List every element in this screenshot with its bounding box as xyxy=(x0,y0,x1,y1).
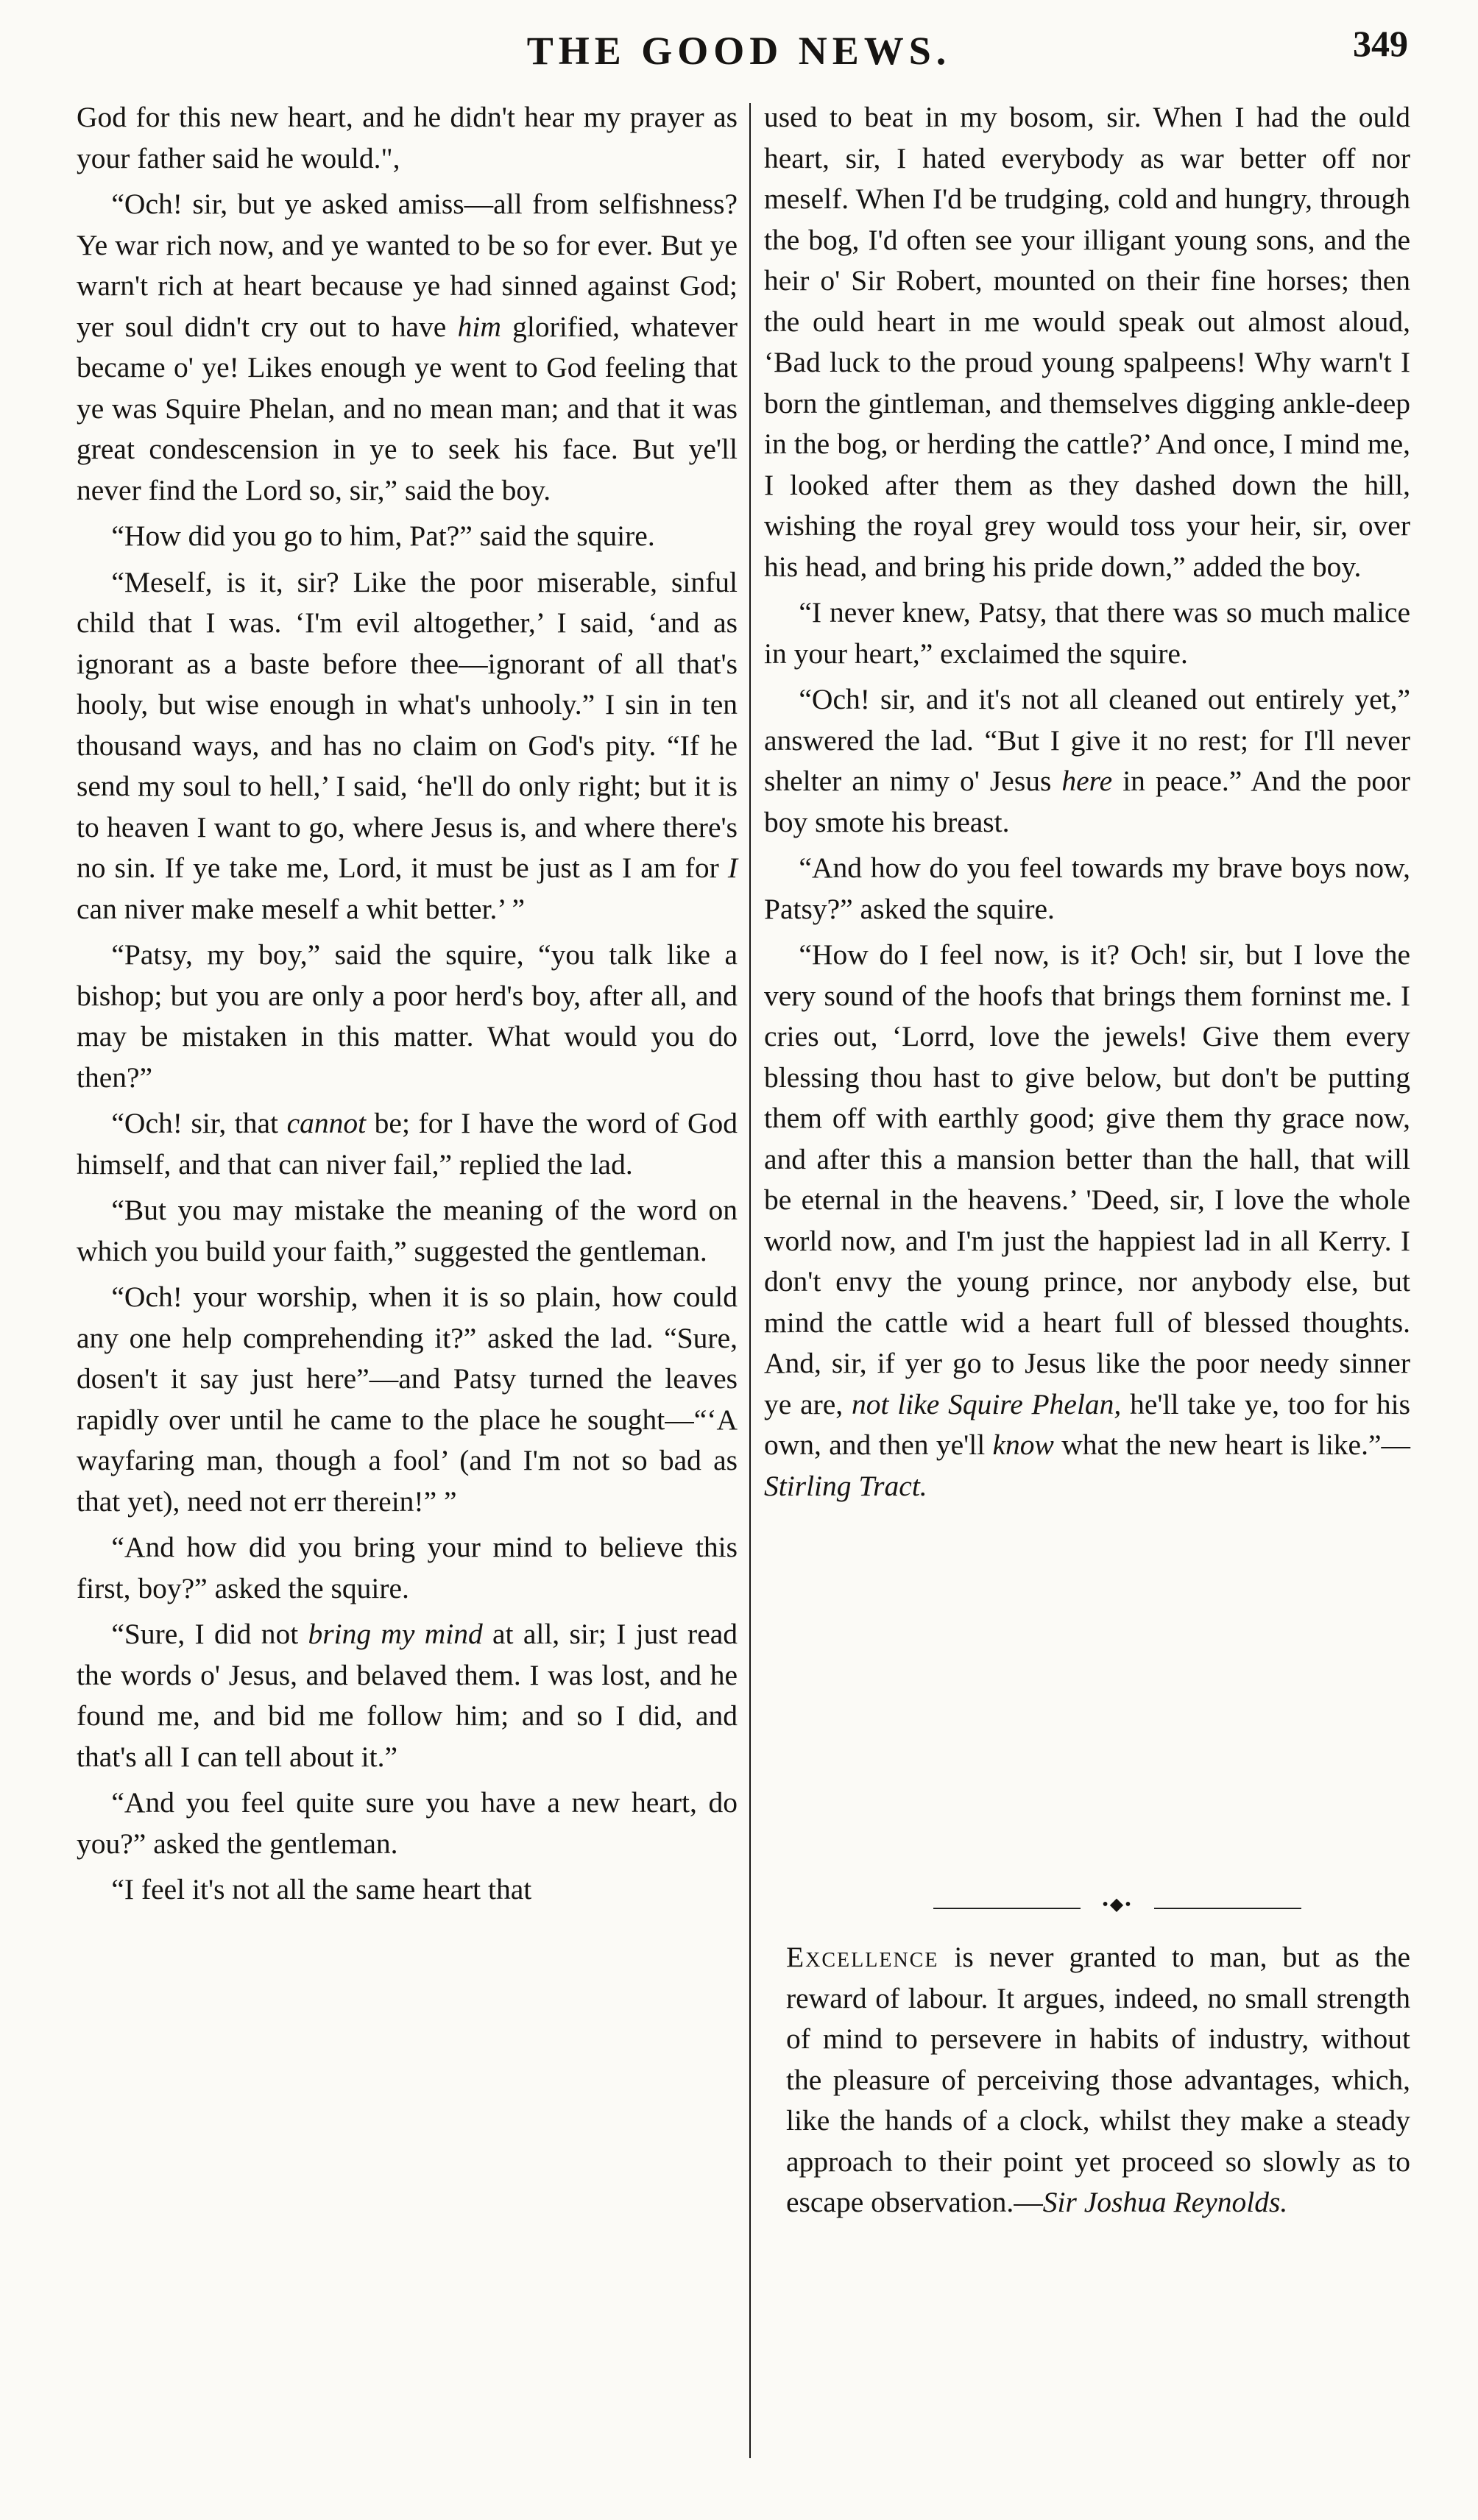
paragraph: “How do I feel now, is it? Och! sir, but I love the very sound of the hoofs that brings them forninst me. I cries out, ‘Lorrd, love the jewels! Give them every blessing thou hast to give below, but don't be putting them off with earthly good; give them thy grace now, and after this a mansion better than the hall, that will be eternal in the heavens.’ 'Deed, sir, I love the whole world now, and I'm just the happiest lad in all Kerry. I don't envy the young prince, nor anybody else, but mind the cattle wid a heart full of blessed thoughts. And, sir, if yer go to Jesus like the poor needy sinner ye are, not like Squire Phelan, he'll take ye, too for his own, and then ye'll know what the new heart is like.”—Stirling Tract. xyxy=(764,938,1411,1502)
paragraph: “But you may mistake the meaning of the word on which you build your faith,” suggested the gentleman. xyxy=(77,1194,738,1267)
emphasis: him xyxy=(457,310,501,343)
separator-line xyxy=(1154,1908,1301,1909)
separator-line xyxy=(933,1908,1081,1909)
column-divider xyxy=(749,103,751,2458)
ornament-icon: •◆• xyxy=(1102,1895,1133,1914)
page-title: THE GOOD NEWS. xyxy=(526,29,952,73)
lead-word: Excellence xyxy=(786,1941,939,1973)
section-separator xyxy=(933,1895,1301,1916)
source-citation: Sir Joshua Reynolds. xyxy=(1042,2186,1288,2218)
paragraph: “And how did you bring your mind to believe this first, boy?” asked the squire. xyxy=(77,1531,738,1604)
paragraph: “And how do you feel towards my brave boys now, Patsy?” asked the squire. xyxy=(764,852,1410,925)
emphasis: not like Squire Phelan, xyxy=(851,1387,1122,1420)
emphasis: I xyxy=(727,852,738,884)
source-citation: Stirling Tract. xyxy=(764,1469,927,1502)
left-column xyxy=(77,97,738,1911)
emphasis: know xyxy=(992,1429,1054,1461)
paragraph: used to beat in my bosom, sir. When I had the ould heart, sir, I hated everybody as war better off nor meself. When I'd be trudging, cold and hungry, through the bog, I'd often see your illigant young sons, and the heir o' Sir Robert, mounted on their fine horses; then the ould heart in me would speak out almost aloud, ‘Bad luck to the proud young spalpeens! Why warn't I born the gintleman, and themselves digging ankle-deep in the bog, or herding the cattle?’ And once, I mind me, I looked after them as they dashed down the hill, wishing the royal grey would toss your heir, sir, over his head, and bring his pride down,” added the boy. xyxy=(764,101,1410,583)
paragraph: “Meself, is it, sir? Like the poor miserable, sinful child that I was. ‘I'm evil altogether,’ I said, ‘and as ignorant as a baste before thee—ignorant of all that's hooly, but wise enough in what's unhooly.” I sin in ten thousand ways, and has no claim on God's pity. “If he send my soul to hell,’ I said, ‘he'll do only right; but it is to heaven I want to go, where Jesus is, and where there's no sin. If ye take me, Lord, it must be just as I am for I can niver make meself a whit better.’ ” xyxy=(77,565,738,925)
right-column xyxy=(764,97,1410,1507)
emphasis: cannot xyxy=(286,1107,367,1139)
paragraph: “How did you go to him, Pat?” said the squire. xyxy=(111,520,655,552)
excellence-quote: Excellence is never granted to man, but as the reward of labour. It argues, indeed, no small strength of mind to persevere in habits of industry, without the pleasure of perceiving those advantages, which, like the hands of a clock, whilst they make a steady approach to their point yet proceed so slowly as to escape observation.—Sir Joshua Reynolds. xyxy=(786,1941,1410,2218)
paragraph: “Och! sir, but ye asked amiss—all from selfishness? Ye war rich now, and ye wanted to be so for ever. But ye warn't rich at heart because ye had sinned against God; yer soul didn't cry out to have him glorified, whatever became o' ye! Likes enough ye went to God feeling that ye was Squire Phelan, and no mean man; and that it was great condescension in ye to seek his face. But ye'll never find the Lord so, sir,” said the boy. xyxy=(77,188,738,506)
paragraph: God for this new heart, and he didn't hear my prayer as your father said he would.", xyxy=(77,101,738,174)
emphasis: here xyxy=(1061,765,1113,797)
running-head xyxy=(0,22,1478,81)
paragraph: “Sure, I did not bring my mind at all, sir; I just read the words o' Jesus, and belaved them. I was lost, and he found me, and bid me follow him; and so I did, and that's all I can tell about it.” xyxy=(77,1618,738,1773)
paragraph: “I never knew, Patsy, that there was so much malice in your heart,” exclaimed the squire. xyxy=(764,596,1410,670)
paragraph: “And you feel quite sure you have a new heart, do you?” asked the gentleman. xyxy=(77,1786,738,1860)
emphasis: bring my mind xyxy=(308,1618,483,1650)
paragraph: “Och! sir, that cannot be; for I have the word of God himself, and that can niver fail,” replied the lad. xyxy=(77,1107,738,1181)
paragraph: “Och! sir, and it's not all cleaned out entirely yet,” answered the lad. “But I give it no rest; for I'll never shelter an nimy o' Jesus here in peace.” And the poor boy smote his breast. xyxy=(764,683,1410,838)
page-number: 349 xyxy=(1353,23,1408,64)
paragraph: “Patsy, my boy,” said the squire, “you talk like a bishop; but you are only a poor herd's boy, after all, and may be mistaken in this matter. What would you do then?” xyxy=(77,938,738,1094)
paragraph: “Och! your worship, when it is so plain, how could any one help comprehending it?” asked the lad. “Sure, dosen't it say just here”—and Patsy turned the leaves rapidly over until he came to the place he sought—“‘A wayfaring man, though a fool’ (and I'm not so bad as that yet), need not err therein!” ” xyxy=(77,1281,738,1518)
paragraph: “I feel it's not all the same heart that xyxy=(111,1873,532,1905)
